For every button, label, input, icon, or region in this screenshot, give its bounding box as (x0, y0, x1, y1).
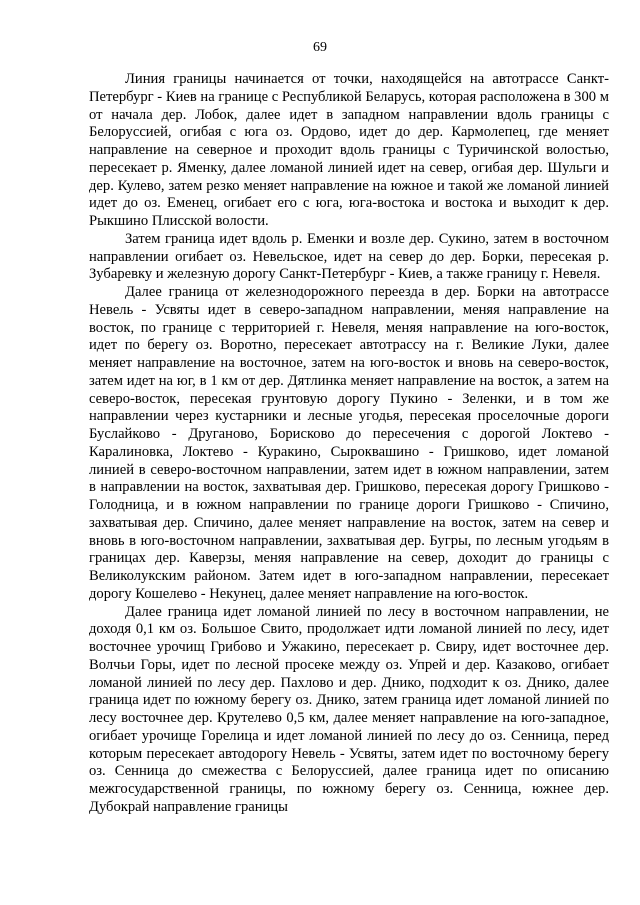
paragraph-2: Затем граница идет вдоль р. Еменки и возле дер. Сукино, затем в восточном направлении огибает оз. Невельское, идет на север до дер. Борки, пересекая р. Зубаревку и железную дорогу Санкт-Петербург - Киев, а также границу г. Невеля. (89, 230, 609, 283)
paragraph-4: Далее граница идет ломаной линией по лесу в восточном направлении, не доходя 0,1 км оз. Большое Свито, продолжает идти ломаной линией по лесу, идет восточнее урочищ Грибово и Ужакино, пересекает р. Свиру, идет восточнее дер. Волчьи Горы, идет по лесной просеке между оз. Упрей и дер. Казаково, огибает ломаной линией по лесу дер. Пахлово и дер. Днико, подходит к оз. Днико, далее граница идет по южному берегу оз. Днико, затем граница идет ломаной линией по лесу восточнее дер. Крутелево 0,5 км, далее меняет направление на юго-западное, огибает урочище Горелица и идет ломаной линией по лесу до оз. Сенница, перед которым пересекает автодорогу Невель - Усвяты, затем идет по восточному берегу оз. Сенница до смежества с Белоруссией, далее граница идет по описанию межгосударственной границы, по южному берегу оз. Сенница, южнее дер. Дубокрай направление границы (89, 603, 609, 815)
page-number: 69 (313, 40, 327, 55)
body-text (89, 71, 609, 817)
paragraph-1: Линия границы начинается от точки, находящейся на автотрассе Санкт-Петербург - Киев на границе с Республикой Беларусь, которая расположена в 300 м от начала дер. Лобок, далее идет в западном направлении вдоль границы с Белоруссией, огибая с юга оз. Ордово, идет до дер. Кармолепец, где меняет направление на северное и проходит вдоль границы с Туричинской волостью, пересекает р. Яменку, далее ломаной линией идет на север, огибая дер. Шульги и дер. Кулево, затем резко меняет направление на южное и такой же ломаной линией идет до оз. Еменец, огибает его с юга, юга-востока и востока и выходит к дер. Рыкшино Плисской волости. (89, 71, 609, 229)
paragraph-3: Далее граница от железнодорожного переезда в дер. Борки на автотрассе Невель - Усвяты идет в северо-западном направлении, меняя направление на восток, по границе с территорией г. Невеля, меняя направление на юго-восток, идет по берегу оз. Воротно, пересекает автотрассу на г. Великие Луки, далее меняет направление на восточное, затем на юго-восток и вновь на северо-восток, затем идет на юг, в 1 км от дер. Дятлинка меняет направление на восток, а затем на северо-восток, пересекая грунтовую дорогу Пукино - Зеленки, и в том же направлении через кустарники и лесные угодья, пересекая проселочные дороги Буслайково - Друганово, Борисково до пересечения с дорогой Локтево - Каралиновка, Локтево - Куракино, Сыроквашино - Гришково, идет ломаной линией в северо-восточном направлении, затем идет в южном направлении, затем в направлении на восток, захватывая дер. Гришково, пересекая дорогу Гришково - Голодница, и в южном направлении по границе дороги Гришково - Спичино, захватывая дер. Спичино, далее меняет направление на восток, затем на север и вновь в юго-восточном направлении, захватывая дер. Бугры, по лесным угодьям в границах дер. Каверзы, меняя направление на север, доходит до границы с Великолукским районом. Затем идет в юго-западном направлении, пересекает дорогу Кошелево - Некунец, далее меняет направление на юго-восток. (89, 284, 609, 602)
